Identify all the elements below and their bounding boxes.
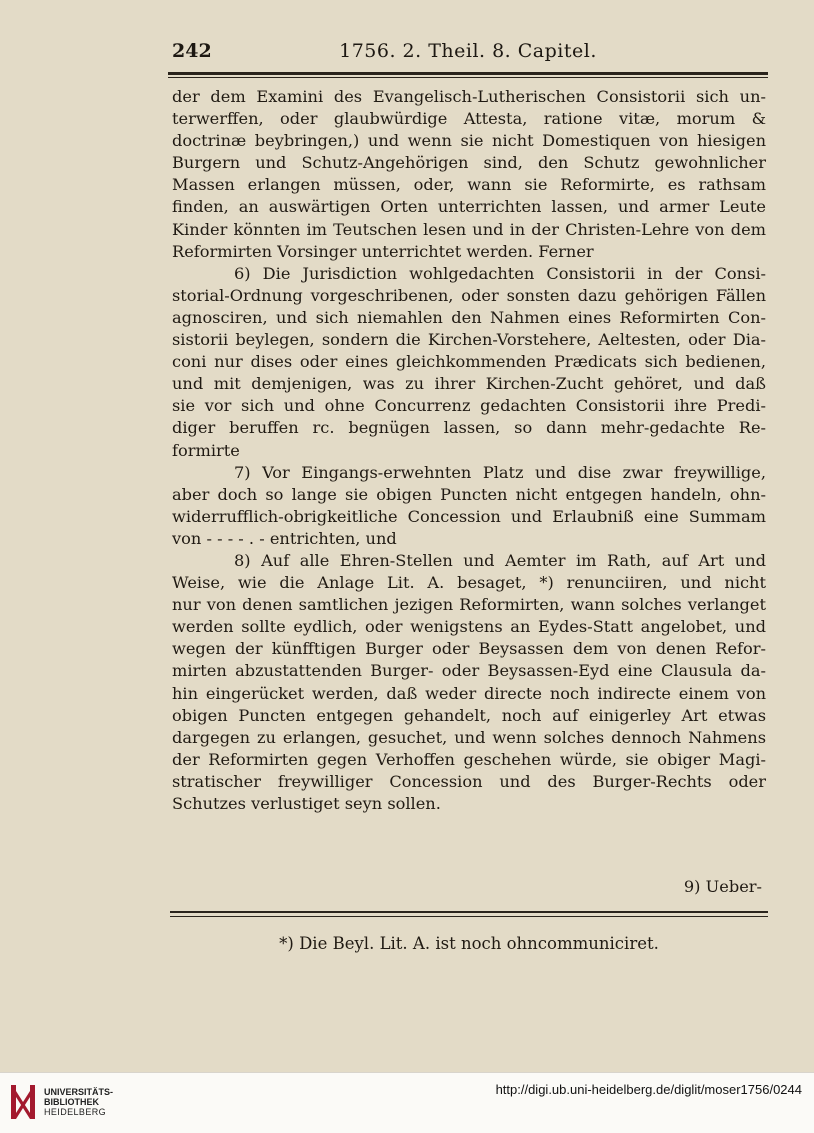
text-line: terwerffen, oder glaubwürdige Attesta, ratione vitæ, morum & [172,109,766,129]
library-name-line: HEIDELBERG [44,1107,107,1117]
text-line: werden sollte eydlich, oder wenigstens an Eydes-Statt angelobet, und [172,617,766,637]
page-number: 242 [172,40,212,62]
text-line: wegen der künfftigen Burger oder Beysassen dem von denen Refor- [172,639,766,659]
text-line: Massen erlangen müssen, oder, wann sie Reformirte, es rathsam [172,175,766,195]
text-line: coni nur dises oder eines gleichkommenden Prædicats sich bedienen, [172,352,766,372]
paragraph-6-start: 6) Die Jurisdiction wohlgedachten Consistorii in der Consi- [234,263,766,283]
running-title: 1756. 2. Theil. 8. Capitel. [339,40,597,62]
text-line: sie vor sich und ohne Concurrenz gedachten Consistorii ihre Predi- [172,396,766,416]
paragraph-7-start: 7) Vor Eingangs-erwehnten Platz und dise zwar freywillige, [234,462,766,482]
header-rule-thin [168,77,768,78]
text-line: doctrinæ beybringen,) und wenn sie nicht Domestiquen von hiesigen [172,131,766,151]
text-line: der Reformirten gegen Verhoffen geschehen würde, sie obiger Magi- [172,749,766,769]
text-line: hin eingerücket werden, daß weder directe noch indirecte einem von [172,683,766,703]
text-line: finden, an auswärtigen Orten unterrichten lassen, und armer Leute [172,197,766,217]
text-line: und mit demjenigen, was zu ihrer Kirchen-Zucht gehöret, und daß [172,374,766,394]
heidelberg-library-logo-icon[interactable] [8,1082,38,1122]
text-line: Schutzes verlustiget seyn sollen. [172,794,441,813]
footnote-rule [170,911,768,913]
text-line: Reformirten Vorsinger unterrichtet werden. Ferner [172,241,594,261]
text-line: mirten abzustattenden Burger- oder Beysassen-Eyd eine Clausula da- [172,661,766,681]
text-line: von - - - - . - entrichten, und [172,528,397,548]
text-line: Burgern und Schutz-Angehörigen sind, den Schutz gewohnlicher [172,153,766,173]
text-line: nur von denen samtlichen jezigen Reformirten, wann solches verlanget [172,595,766,615]
footnote-rule-thin [170,916,768,917]
text-line: storial-Ordnung vorgeschribenen, oder sonsten dazu gehörigen Fällen [172,285,766,305]
library-name[interactable] [44,1087,113,1117]
text-line: widerrufflich-obrigkeitliche Concession und Erlaubniß eine Summam [172,506,766,526]
running-header [168,40,768,68]
body-text [172,86,766,815]
text-line: dargegen zu erlangen, gesuchet, und wenn solches dennoch Nahmens [172,727,766,747]
header-rule [168,72,768,75]
text-line: agnosciren, und sich niemahlen den Nahmen eines Reformirten Con- [172,307,766,327]
text-line: der dem Examini des Evangelisch-Lutherischen Consistorii sich un- [172,87,766,106]
text-line: stratischer freywilliger Concession und des Burger-Rechts oder [172,771,766,791]
text-line: Kinder könnten im Teutschen lesen und in der Christen-Lehre von dem [172,219,766,239]
footnote: *) Die Beyl. Lit. A. ist noch ohncommuniciret. [279,934,659,953]
text-line: Weise, wie die Anlage Lit. A. besaget, *) renunciiren, und nicht [172,573,766,593]
text-line: aber doch so lange sie obigen Puncten nicht entgegen handeln, ohn- [172,484,766,504]
catchword: 9) Ueber- [683,877,762,896]
library-name-line: UNIVERSITÄTS- [44,1087,114,1097]
library-name-line: BIBLIOTHEK [44,1097,99,1107]
text-line: obigen Puncten entgegen gehandelt, noch auf einigerley Art etwas [172,705,766,725]
text-line: sistorii beylegen, sondern die Kirchen-Vorstehere, Aeltesten, oder Dia- [172,330,766,350]
text-line: formirte [172,440,240,460]
permalink-url[interactable]: http://digi.ub.uni-heidelberg.de/diglit/moser1756/0244 [495,1082,802,1097]
paragraph-8-start: 8) Auf alle Ehren-Stellen und Aemter im Rath, auf Art und [234,550,766,570]
text-line: diger beruffen rc. begnügen lassen, so dann mehr-gedachte Re- [172,418,766,438]
